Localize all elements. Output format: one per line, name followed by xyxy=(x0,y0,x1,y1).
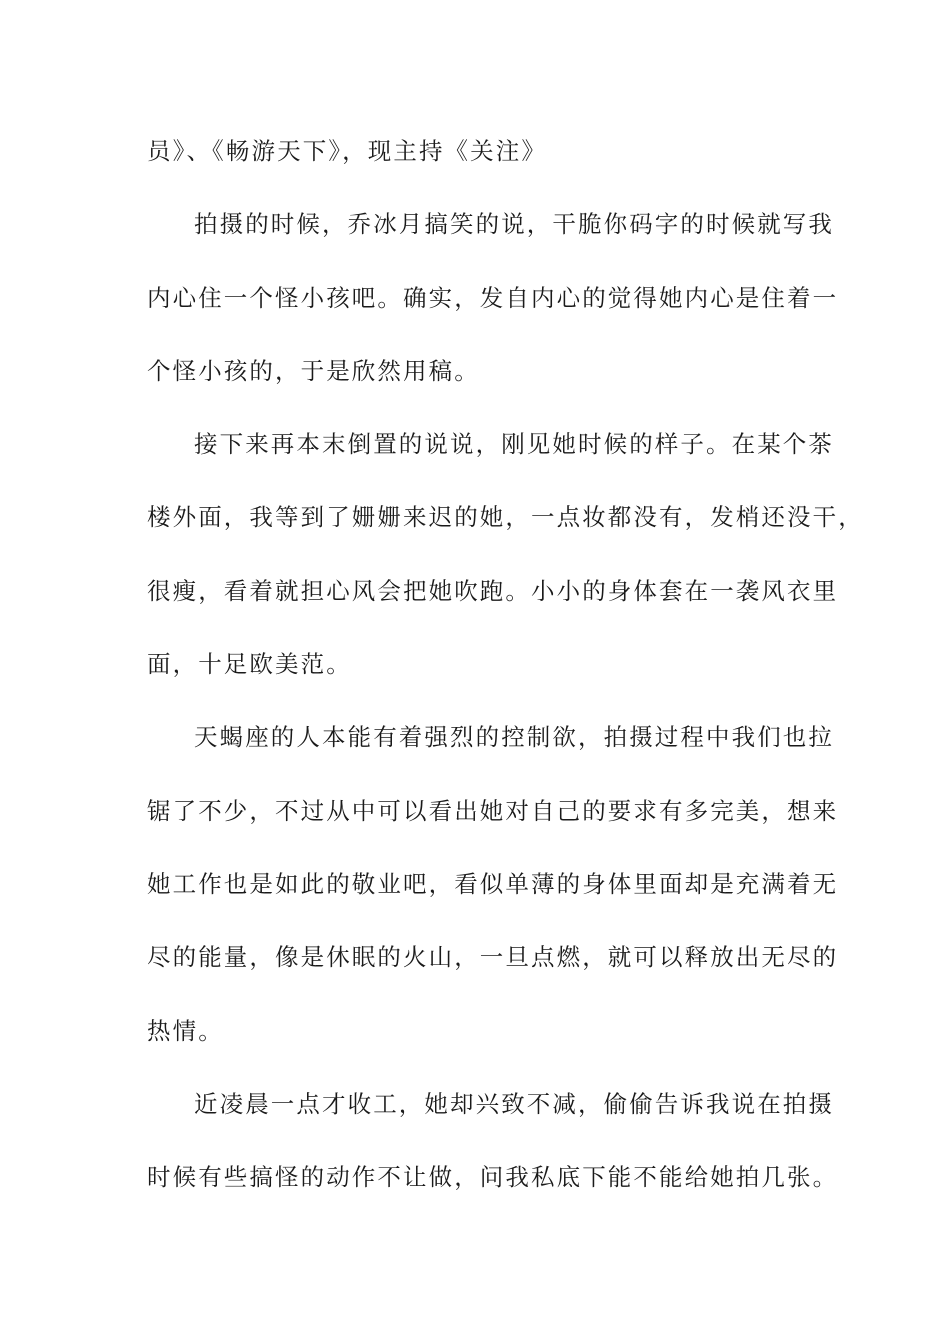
text-line: 面，十足欧美范。 xyxy=(147,650,352,679)
text-line: 锯了不少，不过从中可以看出她对自己的要求有多完美，想来 xyxy=(147,796,839,825)
text-line: 内心住一个怪小孩吧。确实，发自内心的觉得她内心是住着一 xyxy=(147,283,839,312)
text-line: 个怪小孩的，于是欣然用稿。 xyxy=(147,356,480,385)
text-line: 很瘦，看着就担心风会把她吹跑。小小的身体套在一袭风衣里 xyxy=(147,576,839,605)
paragraph-start-line: 近凌晨一点才收工，她却兴致不减，偷偷告诉我说在拍摄 xyxy=(194,1089,834,1118)
text-line: 楼外面，我等到了姗姗来迟的她，一点妆都没有，发梢还没干， xyxy=(147,503,864,532)
text-line: 尽的能量，像是休眠的火山，一旦点燃，就可以释放出无尽的 xyxy=(147,943,839,972)
paragraph-start-line: 接下来再本末倒置的说说，刚见她时候的样子。在某个茶 xyxy=(194,430,834,459)
text-line: 员》、《畅游天下》，现主持《关注》 xyxy=(147,137,547,165)
body-text xyxy=(147,128,864,1227)
text-line: 热情。 xyxy=(147,1016,224,1045)
text-line: 时候有些搞怪的动作不让做，问我私底下能不能给她拍几张。 xyxy=(147,1163,839,1192)
paragraph-start-line: 拍摄的时候，乔冰月搞笑的说，干脆你码字的时候就写我 xyxy=(194,210,834,239)
text-line: 她工作也是如此的敬业吧，看似单薄的身体里面却是充满着无 xyxy=(147,869,839,898)
paragraph-start-line: 天蝎座的人本能有着强烈的控制欲，拍摄过程中我们也拉 xyxy=(194,723,834,752)
